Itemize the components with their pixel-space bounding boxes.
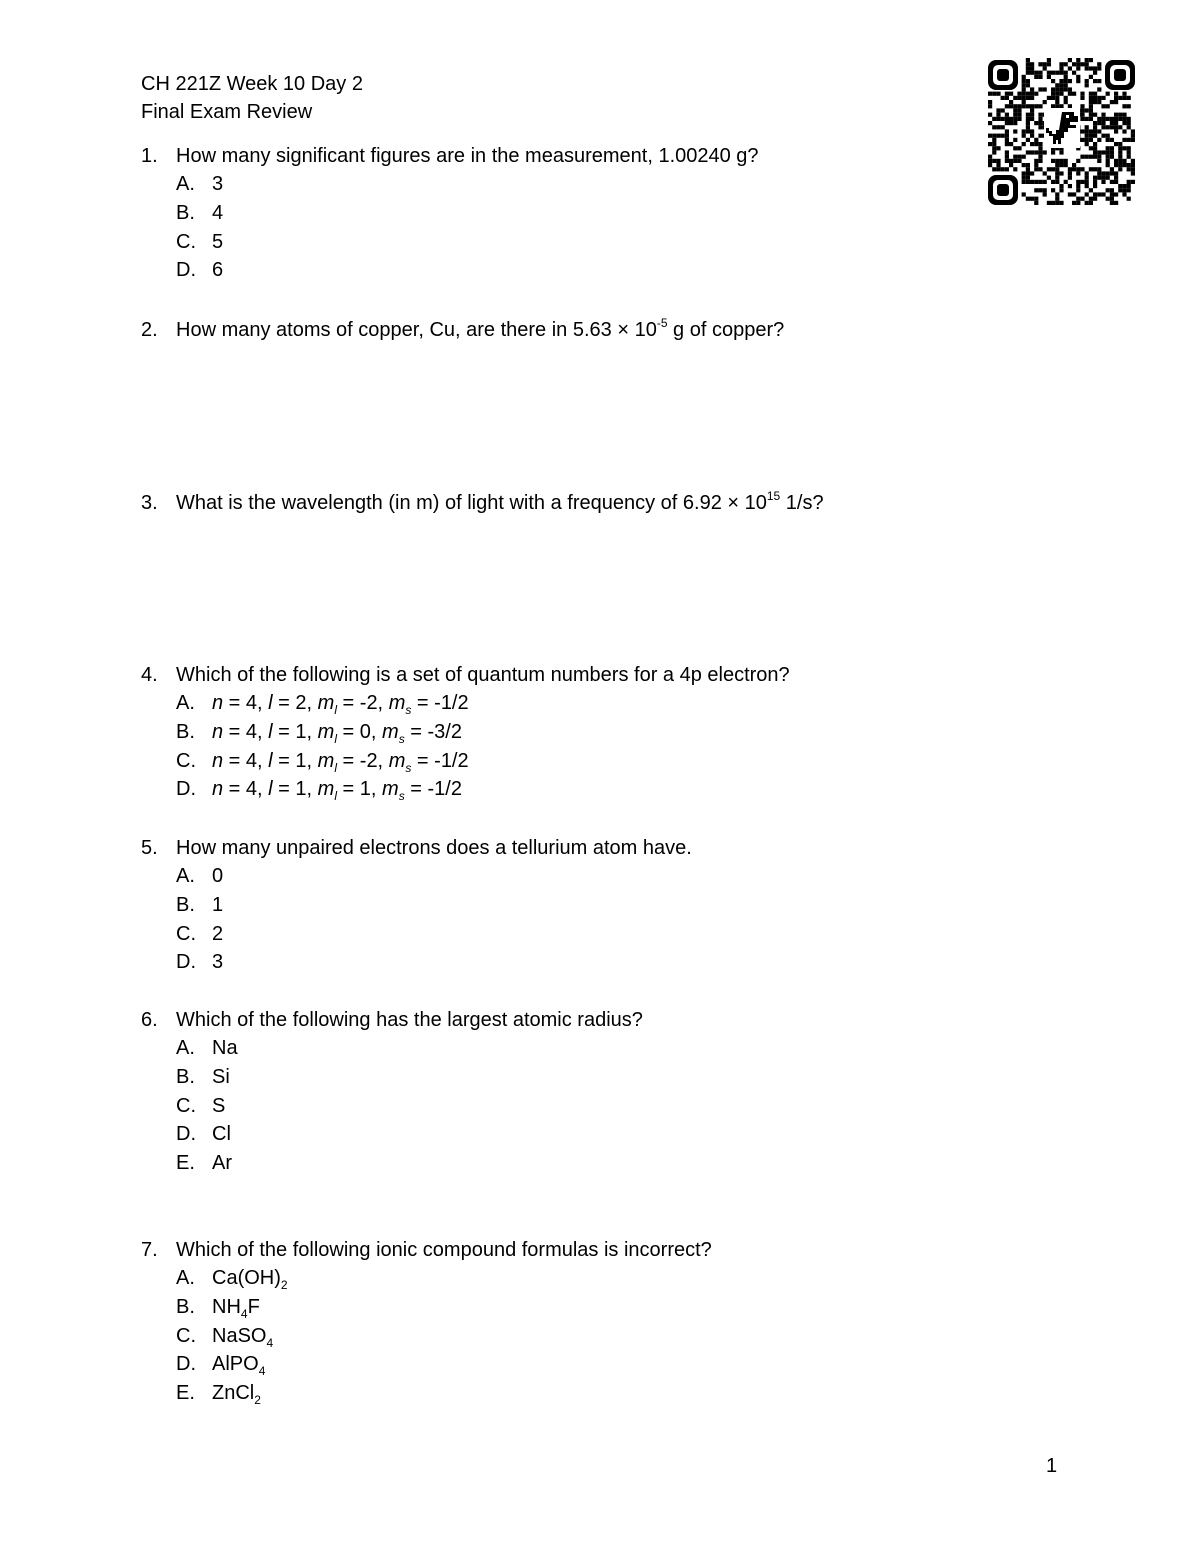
option-text: NaSO$_4$	[212, 1324, 274, 1350]
option-c: C. NaSO$_4$	[141, 1322, 961, 1351]
question-2	[141, 316, 961, 344]
question-text: Which of the following is a set of quantum numbers for a 4p electron?	[176, 664, 790, 686]
question-text: What is the wavelength (in m) of light with a frequency of $6.92 \times 10^{15}$ 1/s?	[176, 489, 824, 514]
option-d: D. AlPO$_4$	[141, 1350, 961, 1379]
option-text: 4	[212, 201, 224, 224]
dinosaur-icon	[1044, 108, 1080, 148]
option-text: n = 4, l = 2, $m_l = -2$, $m_s = -1/2$	[212, 692, 469, 717]
question-number: 4.	[141, 664, 158, 686]
exponent: 15	[766, 489, 781, 504]
option-b: B. n = 4, l = 1, $m_l = 0$, $m_s = -3/2$	[141, 718, 961, 747]
option-c: C. 2	[141, 920, 961, 949]
option-text: Cl	[212, 1123, 231, 1146]
question-1	[141, 142, 961, 285]
option-b: B. 4	[141, 199, 961, 228]
option-text: Si	[212, 1065, 230, 1088]
question-text: Which of the following has the largest atomic radius?	[176, 1009, 643, 1031]
option-text: 5	[212, 230, 224, 253]
document-title: Final Exam Review	[141, 101, 313, 123]
question-text: How many atoms of copper, Cu, are there in $5.63 \times 10^{-5}$ g of copper?	[176, 316, 785, 341]
option-a: A. $Ca(OH)_2$	[141, 1264, 961, 1293]
qr-finder-top-right	[1105, 60, 1135, 90]
option-text: n = 4, l = 1, $m_l = -2$, $m_s = -1/2$	[212, 749, 469, 775]
question-number: 3.	[141, 492, 158, 514]
question-number: 6.	[141, 1009, 158, 1031]
option-text: 3	[212, 173, 224, 195]
option-text: AlPO$_4$	[212, 1353, 266, 1379]
option-text: 6	[212, 259, 224, 282]
option-d: D. 3	[141, 948, 961, 977]
question-number: 1.	[141, 145, 158, 167]
question-3	[141, 489, 961, 517]
question-5	[141, 834, 961, 977]
option-text: Na	[212, 1037, 238, 1059]
question-number: 7.	[141, 1239, 158, 1261]
option-text: 3	[212, 951, 224, 974]
option-c: C. 5	[141, 228, 961, 257]
exponent: -5	[656, 316, 668, 331]
option-d: D. 6	[141, 256, 961, 285]
option-text: n = 4, l = 1, $m_l = 0$, $m_s = -3/2$	[212, 720, 462, 746]
page-number: 1	[1046, 1455, 1058, 1477]
question-text: How many significant figures are in the measurement, 1.00240 g?	[176, 145, 759, 167]
option-c: C. S	[141, 1092, 961, 1121]
question-6	[141, 1006, 961, 1178]
question-4	[141, 661, 961, 804]
question-number: 2.	[141, 319, 158, 341]
option-d: D. Cl	[141, 1120, 961, 1149]
option-text: $NH_4F$	[212, 1295, 260, 1321]
option-d: D. n = 4, l = 1, $m_l = 1$, $m_s = -1/2$	[141, 775, 961, 804]
option-text: ZnCl$_2$	[212, 1382, 261, 1408]
option-a: A. Na	[141, 1034, 961, 1063]
option-text: S	[212, 1094, 226, 1117]
option-text: n = 4, l = 1, $m_l = 1$, $m_s = -1/2$	[212, 778, 462, 804]
course-title: CH 221Z Week 10 Day 2	[141, 73, 363, 95]
option-b: B. Si	[141, 1063, 961, 1092]
qr-code	[988, 58, 1135, 205]
option-a: A. n = 4, l = 2, $m_l = -2$, $m_s = -1/2$	[141, 689, 961, 718]
qr-finder-top-left	[988, 60, 1018, 90]
option-text: Ar	[212, 1152, 232, 1175]
option-text: 2	[212, 922, 224, 945]
option-e: E. Ar	[141, 1149, 961, 1178]
qr-finder-bottom-left	[988, 175, 1018, 205]
question-text: Which of the following ionic compound formulas is incorrect?	[176, 1239, 712, 1261]
option-b: B. $NH_4F$	[141, 1293, 961, 1322]
option-a: A. 3	[141, 170, 961, 199]
option-text: 0	[212, 865, 224, 887]
question-text: How many unpaired electrons does a tellurium atom have.	[176, 837, 692, 859]
question-number: 5.	[141, 837, 158, 859]
option-c: C. n = 4, l = 1, $m_l = -2$, $m_s = -1/2$	[141, 747, 961, 776]
document-header	[141, 70, 363, 126]
option-e: E. ZnCl$_2$	[141, 1379, 961, 1408]
option-b: B. 1	[141, 891, 961, 920]
option-text: $Ca(OH)_2$	[212, 1267, 288, 1292]
option-text: 1	[212, 893, 224, 916]
question-7	[141, 1236, 961, 1408]
option-a: A. 0	[141, 862, 961, 891]
